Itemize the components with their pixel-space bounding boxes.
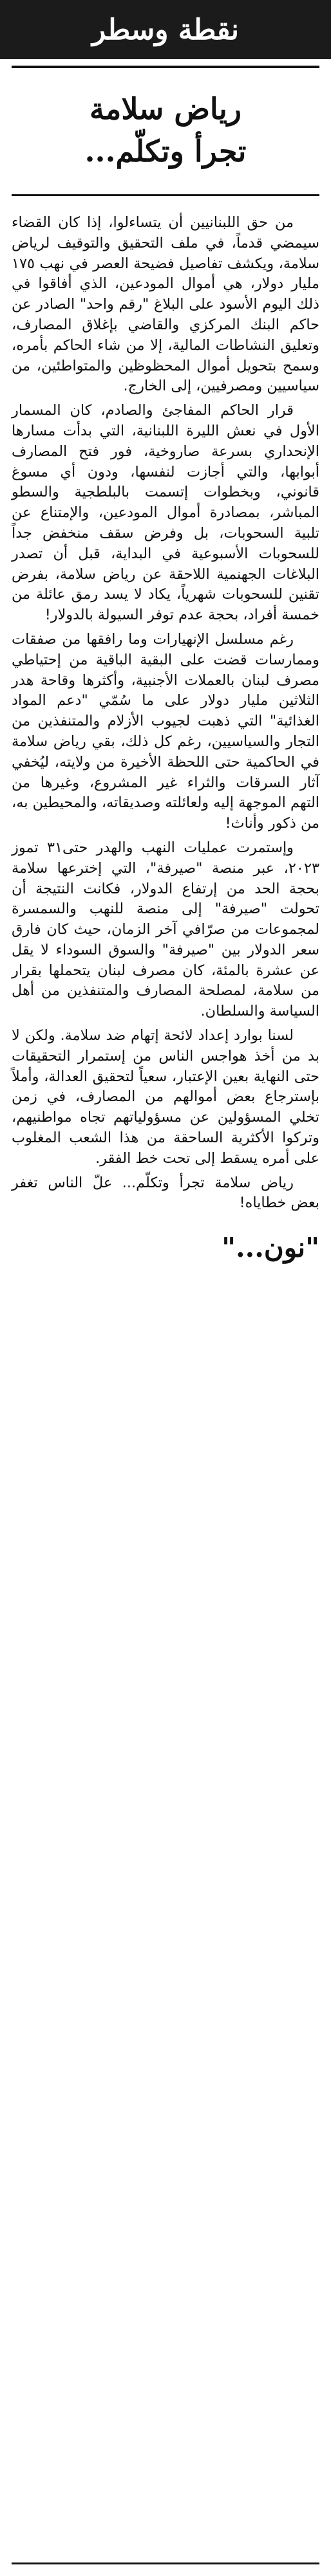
headline-line-1: رياض سلامة	[90, 91, 241, 126]
headline-divider	[12, 194, 319, 196]
top-rule	[12, 66, 319, 68]
column-header-band	[0, 0, 331, 59]
article-body	[12, 213, 319, 1214]
headline-line-2: تجرأ وتكلّم...	[84, 134, 247, 169]
paragraph-3: رغم مسلسل الإنهيارات وما رافقها من صفقات وممارسات قضت على البقية الباقية من إحتياطي مصرف لبنان بالعملات الأجنبية، وأكثرها وقاحة هدر الثلاثين مليار دولار على ما سُمّي "دعم المواد الغذائية" التي ذهبت لجيوب الأزلام والمتنفذين من التجار والسياسيين، رغم كل ذلك، بقي رياض سلامة في الحاكمية حتى اللحظة الأخيرة من ولايته، ليُخفي آثار السرقات والثراء غير المشروع، وغيرها من التهم الموجهة إليه ولعائلته وصديقاته، والمحيطين به، من ذكور وأناث!	[12, 630, 319, 832]
paragraph-6: رياض سلامة تجرأ وتكلّم... علّ الناس تغفر بعض خطاياه!	[12, 1174, 319, 1212]
paragraph-2: قرار الحاكم المفاجئ والصادم، كان المسمار الأول في نعش الليرة اللبنانية، التي بدأت مسارها الإنحداري بسرعة صاروخية، فور فتح المصارف أبوابها، والتي أجازت لنفسها، ودون أي مسوغ قانوني، وبخطوات إتسمت بالبلطجية والسطو المباشر، بمصادرة أموال المودعين، والإمتناع عن تلبية السحوبات، بل وفرض سقف منخفض جداً للسحوبات الأسبوعية في البداية، قبل أن تصدر البلاغات الجهنمية اللاحقة عن رياض سلامة، بفرض تقنين للسحوبات شهرياً، يكاد لا يسد رمق عائلة من خمسة أفراد، بحجة عدم توفر السيولة بالدولار!	[12, 402, 319, 624]
bottom-rule	[12, 2562, 319, 2564]
paragraph-1: من حق اللبنانيين أن يتساءلوا، إذا كان القضاء سيمضي قدماً، في ملف التحقيق والتوقيف لرياض سلامة، ويكشف تفاصيل فضيحة العصر في نهب ١٧٥ مليار دولار، هي أموال المودعين، الذي أفاقوا في ذلك اليوم الأسود على البلاغ "رقم واحد" الصادر عن حاكم البنك المركزي والقاضي بإغلاق المصارف، وتعليق النشاطات المالية، إلا من شاء الحاكم بأمره، وسمح بتحويل أموال المحظوظين والمتواطئين، من سياسيين ومصرفيين، إلى الخارج.	[12, 214, 319, 395]
author-signoff: "نون..."	[222, 1232, 319, 1264]
paragraph-5: لسنا بوارد إعداد لائحة إتهام ضد سلامة. ولكن لا بد من أخذ هواجس الناس من إستمرار التحقيقات حتى النهاية بعين الإعتبار، سعياً لتحقيق العدالة، وأملاً بإسترجاع بعض أموالهم من المصارف، في زمن تخلي المسؤولين عن مسؤولياتهم تجاه مواطنيهم، وتركوا الأكثرية الساحقة من هذا الشعب المغلوب على أمره يسقط إلى تحت خط الفقر.	[12, 1027, 319, 1167]
column-logo: نقطة وسطر	[92, 13, 239, 46]
paragraph-4: وإستمرت عمليات النهب والهدر حتى٣١ تموز ٢٠٢٣، عبر منصة "صيرفة"، التي إخترعها سلامة بحجة الحد من إرتفاع الدولار، فكانت النتيجة أن تحولت "صيرفة" إلى منصة للنهب والسمسرة لمجموعات من صرّافي آخر الزمان، حيث كان فارق سعر الدولار بين "صيرفة" والسوق السوداء لا يقل عن عشرة بالمئة، كان مصرف لبنان يتحملها بقرار من سلامة، لمصلحة المصارف والمتنفذين من أهل السياسة والسلطان.	[12, 839, 319, 1020]
headline	[12, 87, 319, 172]
